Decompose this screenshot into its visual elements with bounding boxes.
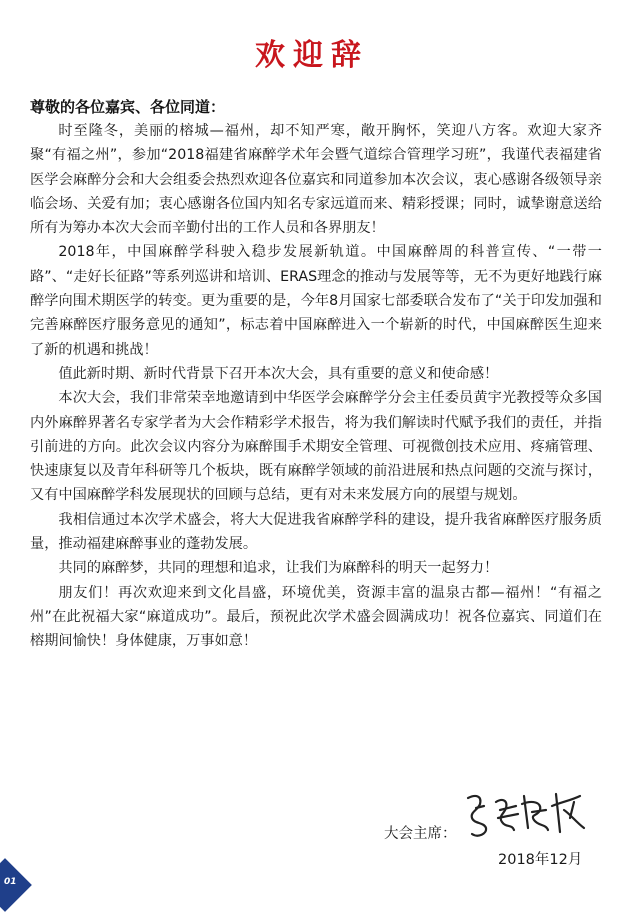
letter-date: 2018年12月 (498, 852, 583, 868)
handwritten-signature (462, 784, 592, 840)
letter-body (30, 119, 602, 654)
paragraph-4: 本次大会，我们非常荣幸地邀请到中华医学会麻醉学分会主任委员黄宇光教授等众多国内外麻醉界著名专家学者为大会作精彩学术报告，将为我们解读时代赋予我们的责任，并指引前进的方向。此次会议内容分为麻醉围手术期安全管理、可视微创技术应用、疼痛管理、快速康复以及青年科研等几个板块，既有麻醉学领域的前沿进展和热点问题的交流与探讨，又有中国麻醉学科发展现状的回顾与总结，更有对未来发展方向的展望与规划。 (30, 390, 602, 504)
paragraph-1: 时至隆冬，美丽的榕城—福州，却不知严寒，敞开胸怀，笑迎八方客。欢迎大家齐聚“有福之州”，参加“2018福建省麻醉学术年会暨气道综合管理学习班”，我谨代表福建省医学会麻醉分会和大会组委会热烈欢迎各位嘉宾和同道参加本次会议，衷心感谢各级领导亲临会场、关爱有加；衷心感谢各位国内知名专家远道而来、精彩授课；同时，诚挚谢意送给所有为筹办本次大会而辛勤付出的工作人员和各界朋友！ (30, 123, 602, 237)
salutation: 尊敬的各位嘉宾、各位同道： (30, 98, 226, 116)
paragraph-3: 值此新时期、新时代背景下召开本次大会，具有重要的意义和使命感！ (58, 365, 499, 382)
paragraph-6: 共同的麻醉梦，共同的理想和追求，让我们为麻醉科的明天一起努力！ (58, 560, 499, 577)
closing-label: 大会主席： (384, 826, 457, 842)
paragraph-7: 朋友们！再次欢迎来到文化昌盛，环境优美，资源丰富的温泉古都—福州！“有福之州”在此祝福大家“麻道成功”。最后，预祝此次学术盛会圆满成功！祝各位嘉宾、同道们在榕期间愉快！身体健康，万事如意！ (30, 584, 602, 650)
page-number: 01 (4, 877, 17, 887)
paragraph-5: 我相信通过本次学术盛会，将大大促进我省麻醉学科的建设，提升我省麻醉医疗服务质量，推动福建麻醉事业的蓬勃发展。 (30, 511, 602, 553)
page-title: 欢迎辞 (255, 38, 369, 73)
paragraph-2: 2018年，中国麻醉学科驶入稳步发展新轨道。中国麻醉周的科普宣传、“一带一路”、“走好长征路”等系列巡讲和培训、ERAS理念的推动与发展等等，无不为更好地践行麻醉学向围术期医学的转变。更为重要的是，今年8月国家七部委联合发布了“关于印发加强和完善麻醉医疗服务意见的通知”，标志着中国麻醉进入一个崭新的时代，中国麻醉医生迎来了新的机遇和挑战！ (30, 244, 602, 358)
